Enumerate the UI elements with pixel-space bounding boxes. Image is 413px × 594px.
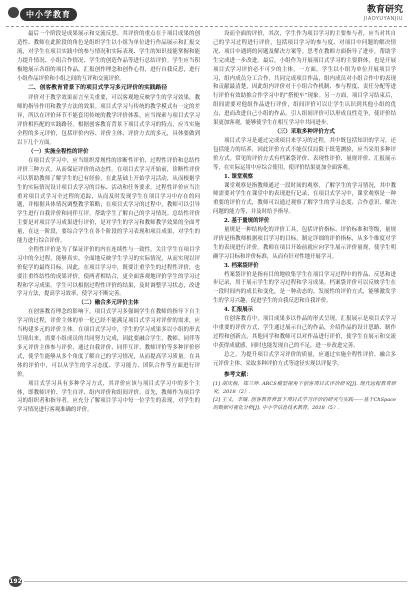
subsection-heading: （一）实施全程性的评价	[28, 148, 89, 155]
paragraph: 课堂观察是指教师通过一段时间的观察，了解学生的学习情况，其中教师需要对学生在课堂中的表现进行记录，在项目式学习中，课堂观察是一种重要的评价方式，教师可以通过观察了解学生的学习态度、合作意识、解决问题的能力等，并及时给予指导。	[213, 182, 396, 216]
page-number: 192	[9, 578, 22, 585]
item-heading: 3. 档案袋评价	[224, 262, 259, 269]
page-header	[6, 5, 407, 27]
section-title: 教育研究	[366, 5, 403, 15]
paragraph: 最后一个阶段是成果展示和交流反思。其评价的重点在于项目成果的创造性、教师在此阶段的角色是组织学生以小组为单位进行作品展示和汇报交流，对学生在项目实践中的参与情况和实际表现、学生的知识技能掌握和能力提升情况、小组合作情况、学生的创造作品等进行总结评价。学生应当积极地展示各组的项目作品，汇报创作理念和创作心得，进行自我反思，进行小组作品评价和小组之间的互评和交流评价。	[17, 31, 200, 82]
subsection-heading: （三）采取多种评价方式	[274, 128, 335, 135]
paragraph: 在创客教育中，项目成果多以作品的形式呈现，汇报展示是项目式学习中重要的评价方式，学生通过展示自己的作品，介绍作品的设计思路、制作过程和创新点，其他同学和教师可以对作品进行评价，使学生在展示和交流中获得成就感，同时也能发现自己的不足，进一步改进完善。	[213, 316, 396, 349]
paragraph: 档案袋评价是指有目的地收集学生在项目学习过程中的作品、反思和进步记录，用于展示学生的学习过程和学习成果。档案袋评价可以反映学生在一段时间内的成长和变化，是一种动态的、发展性的评价方式，能够激发学生的学习兴趣，促进学生的自我反思和自我评价。	[213, 271, 396, 305]
subsection-heading: （二）融合多元评价主体	[78, 300, 139, 307]
item-heading: 1. 课堂观察	[224, 173, 254, 180]
item-heading: 4. 汇报展示	[224, 307, 254, 314]
references-heading: 参考文献：	[224, 371, 252, 378]
journal-badge: 中小学教育	[20, 8, 77, 21]
paragraph: 项目式学习是通过完成项目来学习的过程，其中既包括知识的学习，还包括能力的培养，因此评价方式不能仅仅局限于纸笔测验，应当采用多种评价方式。常见的评价方式有档案袋评价、表现性评价、量规评价、汇报展示等，在实际运用中应综合使用，使评价结果更加全面客观。	[213, 137, 396, 171]
paragraph: 在创客教育理念的影响下，项目式学习多强调学生在教师的指导下自主学习的过程，评价主体的单一化已经不能满足项目式学习对评价的需求，应当构建多元的评价主体。在项目式学习中，学生的学习成果多以小组的形式呈现出来，需要小组成员的共同努力完成，因此要融合学生、教师、同伴等多元评价主体参与评价，通过自我评价、同伴互评、教师评价等多种评价形式，使学生能够从多个角度了解自己的学习情况，从而提高学习质量。在具体的评价中，可以从学生的学习态度、学习能力、团队合作等方面进行评价。	[17, 309, 200, 378]
journal-logo-icon	[8, 7, 19, 18]
right-column	[213, 30, 396, 412]
paragraph: 总之，为提升项目式学习评价的质量，应通过实施全程性评价、融合多元评价主体、采取多种评价方式等途径实现以评促学。	[213, 351, 396, 367]
paragraph: 评价对于教学效果而言至关重要，可以客观地反映学生的学习效果，教师的指导作用和教学方法的效果。项目式学习与传统的教学模式有一定的差异，所以在评价环节不能套用传统的教学评价体系，应当探索与项目式学习评价相匹配的实践路径。根据创客教育背景下项目式学习的特点，应当实施全程的多元评价，包括评价内容、评价主体、评价方式的多元，具体要做到以下几个方面。	[17, 95, 200, 146]
paragraph: 设而全面的评价，其次，学生作为项目学习的主要参与者，应当对其自己的学习过程进行评价，包括项目学习的参与度、对项目中问题的解决情况、项目中遇到的问题及解决方案等。思考在教师方面指导了进步，帮助学生完成进一步改进。最后，小组作为开展项目式学习的主要群体，也是开展项目式学习评价必不可少的主体，一方面，学生以小组为单位开展项目学习，组内成员分工合作，共同完成项目作品，组内成员对小组合作中的表现和贡献最清楚，因此组内评价对于小组合作机制、参与程度、责任分配等进行评价有效助推合作学习中的“搭便车”现象。另一方面，项目学习结束后，组间需要对他组作品进行评价，组间评价可以让学生认识到其他小组的优点，进而改进自己小组的作品，引人组间评价可以形成良性竞争，使评价结果更加客观，能够使学生在相互学习中共同进步。	[213, 31, 396, 127]
left-column	[17, 30, 200, 415]
reference-item: [2] 王义，李瑞. 创客教育背景下项目式学习评价的研究与实践——基于ChSpace的数据可视化分析[J]. 中小学信息技术教育，2018（5）.	[213, 396, 396, 411]
paragraph: 在项目式学习中，应当组织常规性的诊断性评价、过程性评价和总结性评价三种方式，从而保证评价的动态性。在项目式学习开始前，诊断性评价可以帮助教师了解学生的已有经验，在此基础上开始学习活动，从而根据学生的实际情况设计项目式学习的目标、活动和任务要求。过程性评价应当注重对项目式学习全过程的追踪，从而及时发现学生在项目学习中存在的问题，并根据具体情况调整教学策略；在项目式学习的过程中，教师可以引导学生进行自我评价和同伴互评，帮助学生了解自己的学习情况。总结性评价主要是对项目学习成果进行评价，是对学生的学习和教师教学效果的全面考量，在这一阶段，要综合学生在各个阶段的学习表现和项目成果，对学生的能力进行综合评价。	[17, 157, 200, 245]
section-subtitle: JIAOYUYANJIU	[363, 16, 403, 22]
section-title-block	[364, 5, 403, 22]
paragraph: 项目式学习具有多种学习方式，其评价应该与项目式学习中的多个主体，即教师评价、学生自评、组内评价和组间评价。首先，教师作为项目学习的组织者和指导者，应充分了解项目学习中每一位学生的表现，对学生的学习情况进行客观准确的评价。	[17, 380, 200, 414]
header-divider	[6, 26, 407, 27]
paragraph: 量规是一种结构化的评价工具，包括评价指标、评价标准和等级，量规评价是指教师根据项目学习的目标，制定详细的评价指标，从多个维度对学生的表现进行评价。教师在项目开始前就应向学生展示评价量规，使学生明确学习目标和评价标准，从而有针对性地开展学习。	[213, 227, 396, 260]
footer-rule	[24, 581, 407, 582]
reference-item: [1] 胡庆梅，郑兰坤. ARCS模型视角下创客项目式评价研究[J]. 现代远程教育研究，2018（2）.	[213, 380, 396, 395]
item-heading: 2. 基于量规的评价	[224, 218, 270, 225]
section-heading: 二、创客教育背景下的项目式学习多元评价的实践路径	[28, 85, 168, 92]
paragraph: 全程性评价是为了保证评价的内在连续性与一致性，关注学生在项目学习中的全过程，能够真实、全面地反映学生学习的实际情况，从而实现以评价促学的最终目标。因此，在项目学习中，既要注重学生的过程性评价，也要注重终结性的成果评价，使两者相结合，更全面客观地评价学生的学习过程和学习成果。学生可以根据过程性评价的结果，及时调整学习状态，改进学习方法，提高学习效率，使学习不断完善。	[17, 246, 200, 298]
